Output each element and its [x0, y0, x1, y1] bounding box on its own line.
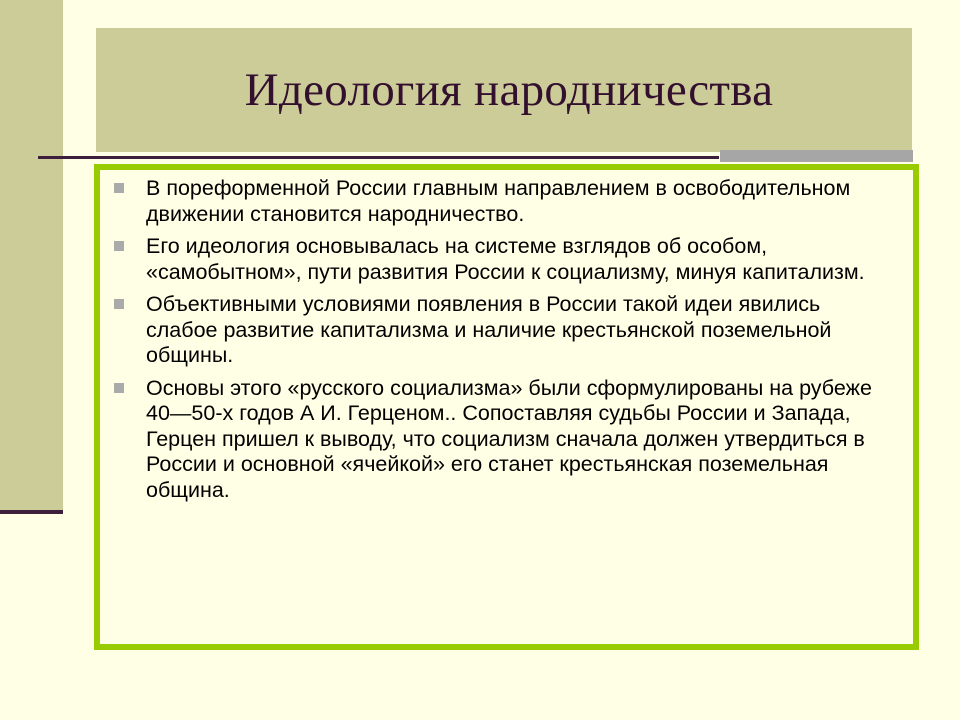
square-bullet-icon — [114, 383, 124, 393]
bullet-text: Объективными условиями появления в России такой идеи явились слабое развитие капитализма и наличие крестьянской поземельной общины. — [146, 292, 832, 367]
bullet-item — [114, 376, 894, 504]
square-bullet-icon — [114, 183, 124, 193]
bullet-list — [114, 176, 894, 510]
bullet-text: Его идеология основывалась на системе взглядов об особом, «самобытном», пути развития России к социализму, минуя капитализм. — [146, 234, 865, 284]
slide-title: Идеология народничества — [244, 64, 774, 116]
bullet-text: Основы этого «русского социализма» были сформулированы на рубеже 40—50-х годов А И. Герценом.. Сопоставляя судьбы России и Запада, Герцен пришел к выводу, что социализм сначала должен утвердиться в России и основной «ячейкой» его станет крестьянская поземельная община. — [146, 375, 872, 502]
title-underline — [38, 156, 719, 159]
square-bullet-icon — [114, 299, 124, 309]
bullet-text: В пореформенной России главным направлением в освободительном движении становится народничество. — [146, 176, 851, 226]
title-band — [96, 28, 912, 152]
content-frame — [94, 164, 919, 650]
left-decor-strip — [0, 0, 63, 514]
grey-accent-band — [720, 150, 913, 162]
left-decor-line — [0, 510, 63, 514]
square-bullet-icon — [114, 241, 124, 251]
bullet-item — [114, 176, 894, 227]
bullet-item — [114, 292, 894, 369]
bullet-item — [114, 234, 894, 285]
